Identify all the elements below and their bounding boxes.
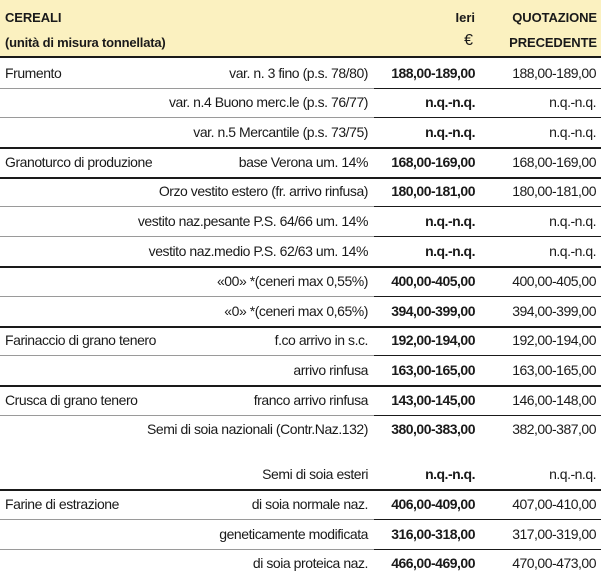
- table-row: [0, 59, 601, 88]
- row-price-precedente: n.q.-n.q.: [549, 94, 596, 110]
- row-category: Farine di estrazione: [5, 496, 119, 512]
- row-description: di soia proteica naz.: [252, 555, 368, 571]
- row-price-ieri: 466,00-469,00: [391, 555, 475, 571]
- row-category: Crusca di grano tenero: [5, 392, 138, 408]
- table-row: [0, 490, 601, 519]
- table-row: [0, 386, 601, 415]
- row-description: vestito naz.pesante P.S. 64/66 um. 14%: [137, 213, 368, 229]
- row-price-ieri: n.q.-n.q.: [425, 94, 475, 110]
- row-price-precedente: n.q.-n.q.: [549, 124, 596, 140]
- row-description: «00» *(ceneri max 0,55%): [216, 273, 368, 289]
- row-price-precedente: n.q.-n.q.: [549, 213, 596, 229]
- row-price-ieri: 180,00-181,00: [391, 183, 475, 199]
- row-price-ieri: 143,00-145,00: [391, 392, 475, 408]
- row-price-ieri: 400,00-405,00: [391, 273, 475, 289]
- currency-symbol: €: [464, 32, 473, 49]
- table-row: [0, 148, 601, 177]
- row-price-precedente: 382,00-387,00: [512, 421, 596, 437]
- row-price-ieri: n.q.-n.q.: [425, 124, 475, 140]
- row-price-precedente: 407,00-410,00: [512, 496, 596, 512]
- row-description: f.co arrivo in s.c.: [274, 332, 368, 348]
- table-row: [0, 415, 601, 444]
- row-description: var. n.4 Buono merc.le (p.s. 76/77): [168, 94, 368, 110]
- row-description: vestito naz.medio P.S. 62/63 um. 14%: [148, 243, 368, 259]
- row-price-precedente: 146,00-148,00: [512, 392, 596, 408]
- row-price-precedente: n.q.-n.q.: [549, 243, 596, 259]
- table-row: [0, 118, 601, 147]
- table-row: [0, 207, 601, 236]
- table-row: [0, 356, 601, 385]
- row-description: base Verona um. 14%: [238, 154, 368, 170]
- row-price-precedente: 180,00-181,00: [512, 183, 596, 199]
- header-divider: [0, 56, 601, 58]
- row-price-ieri: 192,00-194,00: [391, 332, 475, 348]
- row-description: arrivo rinfusa: [293, 362, 368, 378]
- row-description: Orzo vestito estero (fr. arrivo rinfusa): [158, 183, 368, 199]
- row-description: franco arrivo rinfusa: [253, 392, 368, 408]
- table-row: [0, 177, 601, 206]
- row-price-precedente: 192,00-194,00: [512, 332, 596, 348]
- table-row: [0, 267, 601, 296]
- table-title: CEREALI: [5, 10, 62, 25]
- row-price-precedente: 400,00-405,00: [512, 273, 596, 289]
- row-price-precedente: 163,00-165,00: [512, 362, 596, 378]
- column-header-ieri: Ieri: [455, 10, 475, 25]
- row-description: Semi di soia esteri: [262, 466, 368, 482]
- row-description: Semi di soia nazionali (Contr.Naz.132): [146, 421, 368, 437]
- row-price-ieri: 380,00-383,00: [391, 421, 475, 437]
- row-description: geneticamente modificata: [219, 526, 368, 542]
- row-price-ieri: n.q.-n.q.: [425, 213, 475, 229]
- unit-subtitle: (unità di misura tonnellata): [5, 35, 166, 50]
- row-price-ieri: 406,00-409,00: [391, 496, 475, 512]
- table-row: [0, 460, 601, 489]
- row-price-precedente: 168,00-169,00: [512, 154, 596, 170]
- row-price-precedente: 394,00-399,00: [512, 303, 596, 319]
- row-description: «0» *(ceneri max 0,65%): [224, 303, 368, 319]
- row-price-ieri: 168,00-169,00: [391, 154, 475, 170]
- row-description: di soia normale naz.: [251, 496, 368, 512]
- row-description: var. n.5 Mercantile (p.s. 73/75): [193, 124, 368, 140]
- table-row: [0, 326, 601, 355]
- row-price-ieri: 163,00-165,00: [391, 362, 475, 378]
- row-price-ieri: 188,00-189,00: [391, 65, 475, 81]
- row-price-ieri: n.q.-n.q.: [425, 243, 475, 259]
- row-price-ieri: 394,00-399,00: [391, 303, 475, 319]
- row-category: Farinaccio di grano tenero: [5, 332, 156, 348]
- row-price-precedente: 317,00-319,00: [512, 526, 596, 542]
- table-row: [0, 297, 601, 326]
- table-row: [0, 520, 601, 549]
- row-price-precedente: n.q.-n.q.: [549, 466, 596, 482]
- column-header-quotazione: QUOTAZIONE: [512, 10, 597, 25]
- row-price-precedente: 188,00-189,00: [512, 65, 596, 81]
- row-price-ieri: 316,00-318,00: [391, 526, 475, 542]
- row-price-precedente: 470,00-473,00: [512, 555, 596, 571]
- column-header-precedente: PRECEDENTE: [509, 35, 597, 50]
- row-category: Frumento: [5, 65, 62, 81]
- row-description: var. n. 3 fino (p.s. 78/80): [229, 65, 368, 81]
- table-row: [0, 88, 601, 117]
- table-header: [0, 0, 601, 56]
- table-row: [0, 237, 601, 266]
- table-row: [0, 549, 601, 578]
- row-price-ieri: n.q.-n.q.: [425, 466, 475, 482]
- row-category: Granoturco di produzione: [5, 154, 153, 170]
